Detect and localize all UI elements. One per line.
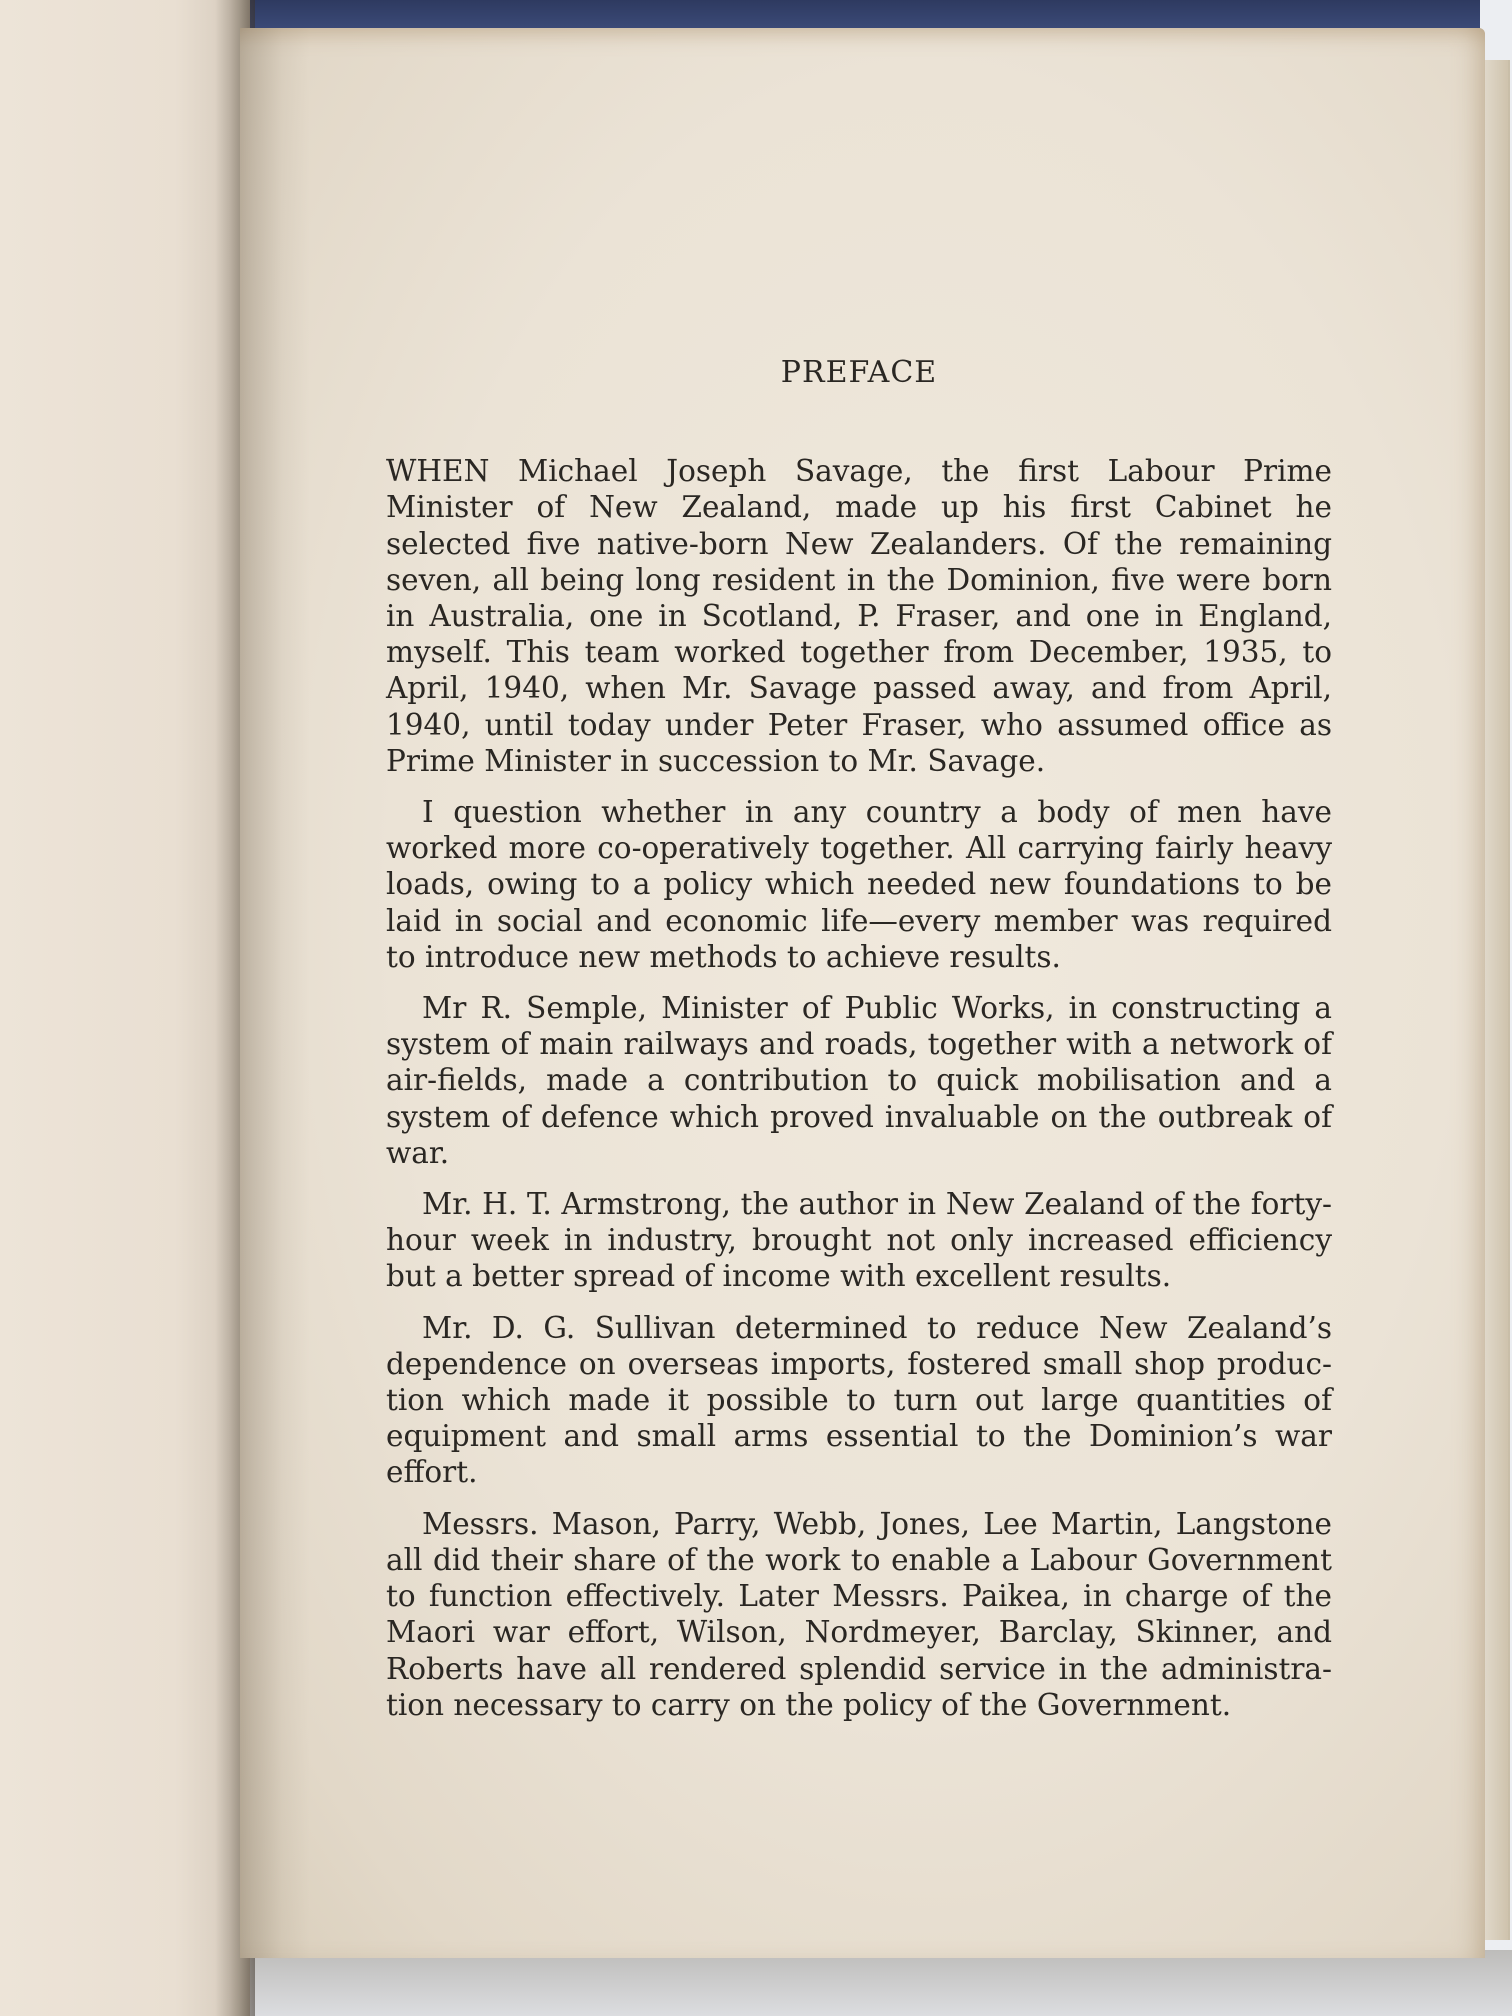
left-facing-page (0, 0, 250, 2016)
page-title: PREFACE (780, 355, 938, 390)
paragraph-3: Mr R. Semple, Minister of Public Works, in constructing a system of main railways and roads, together with a network of air-fields, made a contribution to quick mobilisation and a system of defence which proved invaluable on the outbreak of war. (386, 991, 1332, 1170)
page-gutter-shadow (240, 28, 310, 1958)
paragraph-6: Messrs. Mason, Parry, Webb, Jones, Lee Martin, Langstone all did their share of the work to enable a Labour Government to function effectively. Later Messrs. Paikea, in charge of the Maori war effort, Wilson, Nordmeyer, Barclay, Skinner, and Roberts have all rendered splendid service in the administration necessary to carry on the policy of the Government. (386, 1506, 1332, 1722)
book-shadow (200, 1950, 1512, 2016)
paragraph-5: Mr. D. G. Sullivan determined to reduce New Zealand’s dependence on overseas imports, fostered small shop production which made it possible to turn out large quantities of equipment and small arms essential to the Dominion’s war effort. (386, 1310, 1332, 1490)
page-text-block (386, 355, 1332, 1738)
paragraph-2: I question whether in any country a body of men have worked more co-operatively together. All carrying fairly heavy loads, owing to a policy which needed new foundations to be laid in social and economic life—every member was required to introduce new methods to achieve results. (386, 795, 1332, 974)
paragraph-1: WHEN Michael Joseph Savage, the first Labour Prime Minister of New Zealand, made up his first Cabinet he selected five native-born New Zealanders. Of the remaining seven, all being long resident in the Dominion, five were born in Australia, one in Scotland, P. Fraser, and one in England, myself. This team worked together from December, 1935, to April, 1940, when Mr. Savage passed away, and from April, 1940, until today under Peter Fraser, who assumed office as Prime Minister in succession to Mr. Savage. (386, 454, 1332, 778)
paragraph-4: Mr. H. T. Armstrong, the author in New Zealand of the forty-hour week in industry, brought not only increased efficiency but a better spread of income with excellent results. (386, 1187, 1332, 1294)
